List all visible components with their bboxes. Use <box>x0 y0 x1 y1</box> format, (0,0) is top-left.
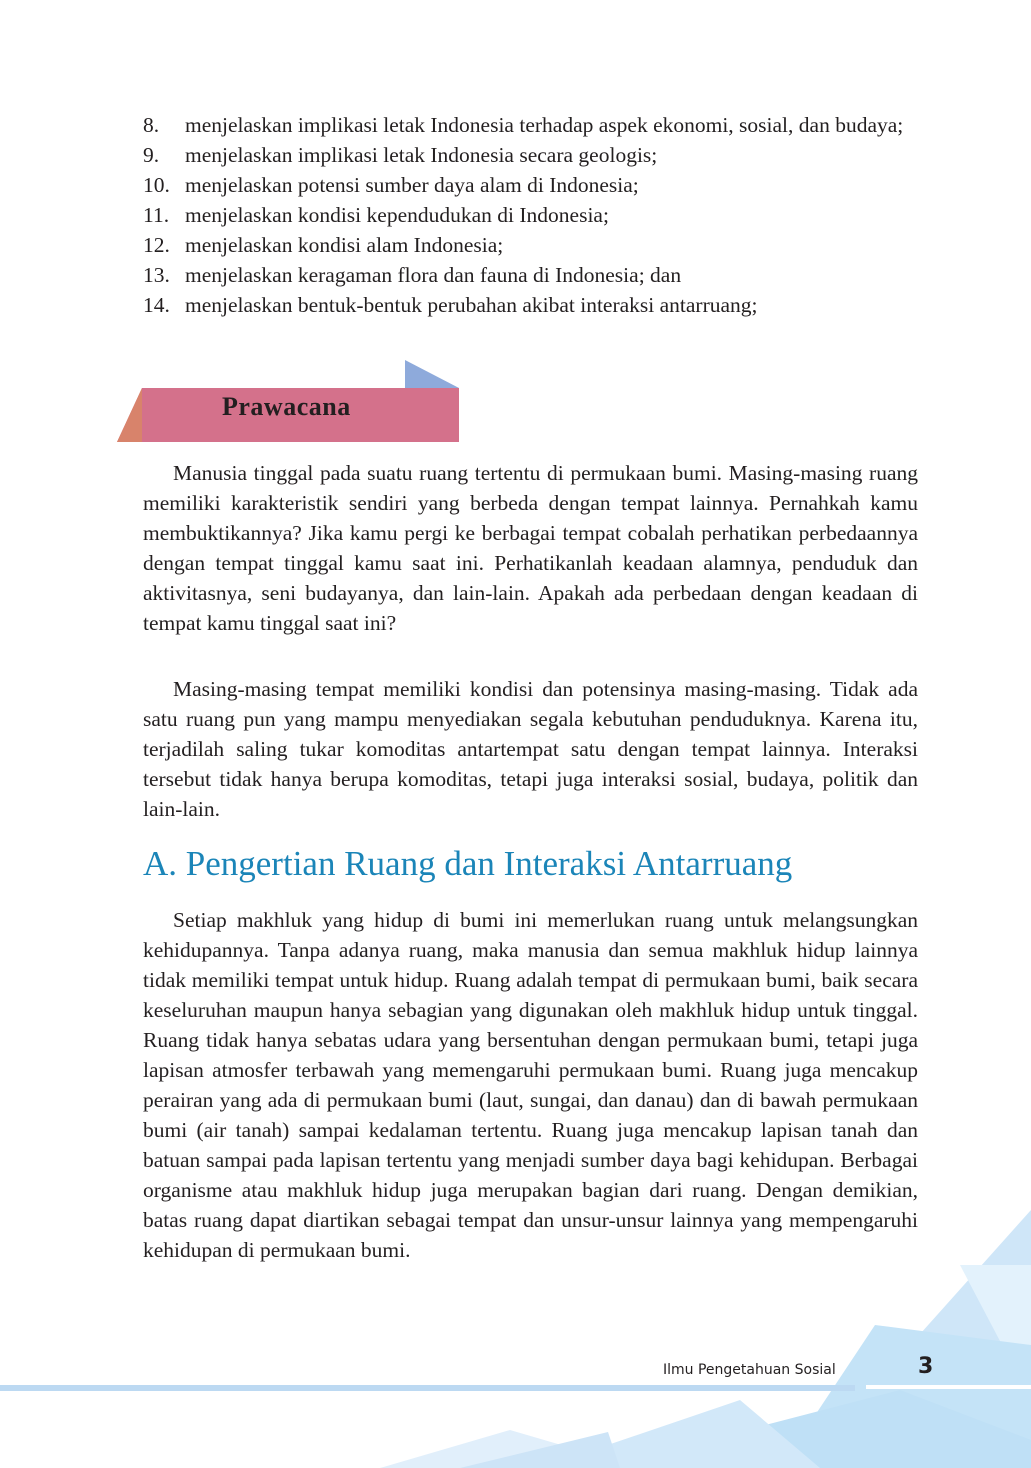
ribbon-edge <box>117 388 142 442</box>
list-number: 8. <box>143 113 160 137</box>
list-item <box>143 290 918 320</box>
list-number: 12. <box>143 233 170 257</box>
prawacana-paragraph-1: Manusia tinggal pada suatu ruang tertentu di permukaan bumi. Masing-masing ruang memiliki karakteristik sendiri yang berbeda dengan tempat lainnya. Pernahkah kamu membuktikannya? Jika kamu pergi ke berbagai tempat cobalah perhatikan perbedaannya dengan tempat tinggal kamu saat ini. Perhatikanlah keadaan alamnya, penduduk dan aktivitasnya, seni budayanya, dan lain-lain. Apakah ada perbedaan dengan keadaan di tempat kamu tinggal saat ini? <box>143 461 918 635</box>
list-text: menjelaskan bentuk-bentuk perubahan akibat interaksi antarruang; <box>185 293 758 317</box>
list-item <box>143 200 918 230</box>
list-text: menjelaskan potensi sumber daya alam di Indonesia; <box>185 173 639 197</box>
list-number: 9. <box>143 143 160 167</box>
learning-objectives-list <box>143 110 918 320</box>
list-item <box>143 230 918 260</box>
list-number: 14. <box>143 293 170 317</box>
list-text: menjelaskan keragaman flora dan fauna di Indonesia; dan <box>185 263 682 287</box>
list-item <box>143 170 918 200</box>
list-number: 11. <box>143 203 170 227</box>
footer-line <box>0 1385 855 1391</box>
prawacana-title: Prawacana <box>222 392 351 421</box>
footer-line-gap <box>866 1385 1031 1389</box>
section-heading: A. Pengertian Ruang dan Interaksi Antarruang <box>143 844 793 883</box>
list-item <box>143 260 918 290</box>
list-number: 13. <box>143 263 170 287</box>
section-paragraph: Setiap makhluk yang hidup di bumi ini memerlukan ruang untuk melangsungkan kehidupannya. Tanpa adanya ruang, maka manusia dan semua makhluk hidup lainnya tidak memiliki tempat untuk hidup. Ruang adalah tempat di permukaan bumi, baik secara keseluruhan maupun hanya sebagian yang digunakan oleh makhluk hidup untuk tinggal. Ruang tidak hanya sebatas udara yang bersentuhan dengan permukaan bumi, tetapi juga lapisan atmosfer terbawah yang memengaruhi permukaan bumi. Ruang juga mencakup perairan yang ada di permukaan bumi (laut, sungai, dan danau) dan di bawah permukaan bumi (air tanah) sampai kedalaman tertentu. Ruang juga mencakup lapisan tanah dan batuan sampai pada lapisan tertentu yang menjadi sumber daya bagi kehidupan. Berbagai organisme atau makhluk hidup juga merupakan bagian dari ruang. Dengan demikian, batas ruang dapat diartikan sebagai tempat dan unsur-unsur lainnya yang mempengaruhi kehidupan di permukaan bumi. <box>143 908 918 1262</box>
list-item <box>143 110 918 140</box>
ribbon-fold <box>405 360 459 388</box>
list-text: menjelaskan implikasi letak Indonesia terhadap aspek ekonomi, sosial, dan budaya; <box>185 113 904 137</box>
book-title: Ilmu Pengetahuan Sosial <box>663 1362 836 1378</box>
list-text: menjelaskan kondisi alam Indonesia; <box>185 233 504 257</box>
prawacana-banner <box>117 360 462 444</box>
list-number: 10. <box>143 173 170 197</box>
list-text: menjelaskan kondisi kependudukan di Indonesia; <box>185 203 609 227</box>
list-item <box>143 140 918 170</box>
prawacana-paragraph-2: Masing-masing tempat memiliki kondisi dan potensinya masing-masing. Tidak ada satu ruang pun yang mampu menyediakan segala kebutuhan penduduknya. Karena itu, terjadilah saling tukar komoditas antartempat satu dengan tempat lainnya. Interaksi tersebut tidak hanya berupa komoditas, tetapi juga interaksi sosial, budaya, politik dan lain-lain. <box>143 677 918 821</box>
page-number: 3 <box>918 1354 934 1379</box>
list-text: menjelaskan implikasi letak Indonesia secara geologis; <box>185 143 658 167</box>
